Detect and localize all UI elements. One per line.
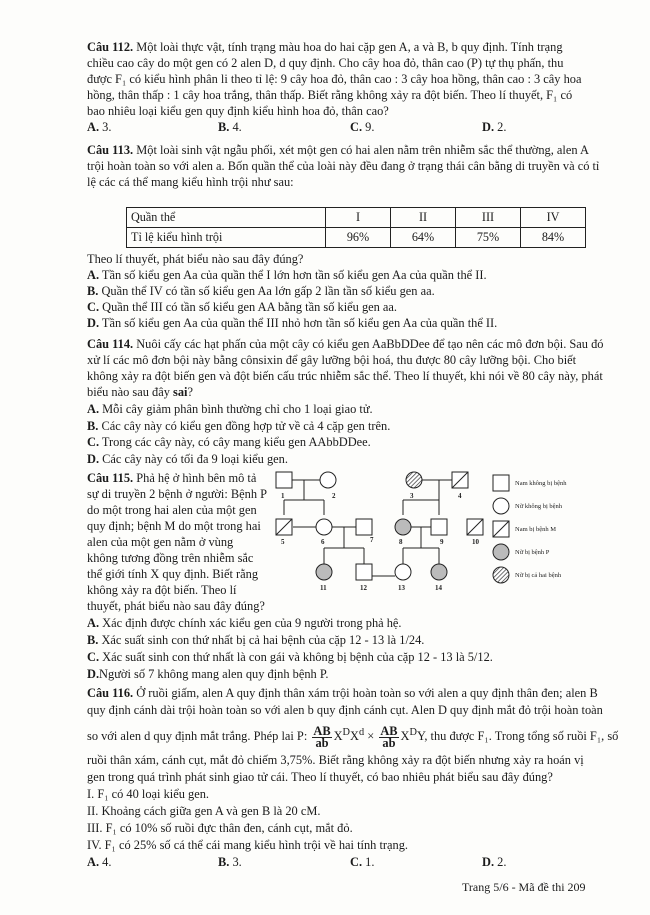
fraction-numerator: AB (313, 723, 331, 738)
table-cell: I (326, 208, 391, 228)
pedigree-label-4: 4 (458, 492, 462, 500)
q112-option-b (218, 119, 242, 135)
q114-option-b (87, 418, 390, 434)
option-label: C. (350, 855, 363, 869)
option-text: 3. (99, 120, 112, 134)
cross-symbol: × (364, 729, 378, 744)
table-header-row (127, 208, 586, 228)
allele-sup: D (342, 727, 351, 738)
q116-option-b (218, 854, 242, 870)
legend-label: Nữ không bị bệnh (515, 503, 563, 510)
pedigree-label-5: 5 (281, 538, 285, 546)
pedigree-individual-6 (316, 519, 332, 535)
q114-emphasis: sai (173, 385, 188, 399)
chromosome-y: Y (416, 729, 425, 744)
q116-cross-prefix: so với alen d quy định mắt trắng. Phép lai P: (87, 729, 311, 744)
pedigree-individual-13 (395, 564, 411, 580)
chromosome-x: X (400, 729, 410, 744)
option-text: 3. (229, 855, 242, 869)
male-disease-m-icon (492, 520, 510, 538)
q116-option-d (482, 854, 506, 870)
q114-line-4 (87, 384, 193, 400)
q113-line-3: lệ các cá thể mang kiểu hình trội như sau: (87, 175, 294, 189)
option-label: D. (482, 855, 495, 869)
legend-label: Nam không bị bệnh (515, 480, 567, 487)
option-label: D. (87, 667, 100, 681)
legend-item (492, 520, 632, 544)
option-label: A. (87, 855, 100, 869)
q113-option-b (87, 283, 435, 299)
pedigree-individual-9 (431, 519, 447, 535)
q116-number: Câu 116. (87, 686, 134, 700)
q113-option-c (87, 299, 397, 315)
option-label: B. (218, 855, 230, 869)
legend-item (492, 497, 632, 521)
population-table (126, 207, 586, 248)
q112-number: Câu 112. (87, 40, 134, 54)
option-label: D. (87, 452, 100, 466)
option-label: A. (87, 120, 100, 134)
pedigree-individual-1 (276, 472, 292, 488)
table-cell: 84% (521, 228, 586, 248)
option-label: A. (87, 616, 100, 630)
q115-line-2: sự di truyền 2 bệnh ở người: Bệnh P (87, 487, 268, 501)
pedigree-label-6: 6 (321, 538, 325, 546)
q115-line-4: quy định; bệnh M do một trong hai (87, 519, 261, 533)
table-row (127, 228, 586, 248)
option-text: 9. (362, 120, 375, 134)
q112-line-5: bao nhiêu loại kiểu gen quy định kiểu hình hoa đỏ, thân cao? (87, 104, 389, 118)
q115-line-3: do một trong hai alen của một gen (87, 503, 257, 517)
q112-text-1: Một loài thực vật, tính trạng màu hoa do hai cặp gen A, a và B, b quy định. Tính trạng (133, 40, 563, 54)
q116-statement-2: II. Khoảng cách giữa gen A và gen B là 20 cM. (87, 804, 321, 818)
legend-item (492, 474, 632, 498)
legend-label: Nữ bị bệnh P (515, 549, 550, 556)
q115-text-1: Phả hệ ở hình bên mô tả (133, 471, 257, 485)
pedigree-label-1: 1 (281, 492, 285, 500)
option-text: Xác suất sinh con thứ nhất là con gái và không bị bệnh của cặp 12 - 13 là 5/12. (99, 650, 493, 664)
q116-statement-3: III. F₁ có 10% số ruồi đực thân đen, cánh cụt, mắt đỏ. (87, 821, 353, 835)
option-text: Các cây này có tối đa 9 loại kiểu gen. (99, 452, 288, 466)
option-text: Tần số kiểu gen Aa của quần thể I lớn hơn tần số kiểu gen Aa của quần thể II. (99, 268, 487, 282)
option-text: Các cây này có kiểu gen đồng hợp tử về cả 4 cặp gen trên. (98, 419, 391, 433)
q115-line-9: thuyết, phát biểu nào sau đây đúng? (87, 599, 265, 613)
legend-label: Nam bị bệnh M (515, 526, 556, 533)
allele-sup: d (358, 727, 365, 738)
q115-line-6: không tương đồng trên nhiễm sắc (87, 551, 254, 565)
q113-option-d (87, 315, 497, 331)
q113-line-1 (87, 142, 589, 158)
option-label: B. (87, 284, 99, 298)
q116-text-1: Ở ruồi giấm, alen A quy định thân xám trội hoàn toàn so với alen a quy định thân đen; alen B (133, 686, 598, 700)
option-label: A. (87, 268, 100, 282)
option-text: Mỗi cây giảm phân bình thường chỉ cho 1 loại giao tử. (99, 402, 373, 416)
q116-line-4: ruồi thân xám, cánh cụt, mắt đỏ chiếm 3,75%. Biết rằng không xảy ra đột biến nhưng xảy ra hoán vị (87, 753, 584, 767)
pedigree-individual-12 (356, 564, 372, 580)
q113-number: Câu 113. (87, 143, 134, 157)
q115-line-1 (87, 470, 256, 486)
q112-line-3: được F₁ có kiểu hình phân li theo tỉ lệ: 9 cây hoa đỏ, thân cao : 3 cây hoa hồng, thân cao : 3 cây hoa (87, 72, 582, 86)
q115-line-5: alen của một gen nằm ở vùng (87, 535, 234, 549)
q113-line-2: trội hoàn toàn so với alen a. Bốn quần thể của loài này đều đang ở trạng thái cân bằng di truyền và có tỉ (87, 159, 600, 173)
q114-line-2: xử lí các mô đơn bội này bằng cônsixin để gây lưỡng bội hoá, thu được 80 cây lưỡng bội. Cho biết (87, 353, 577, 367)
pedigree-label-3: 3 (410, 492, 414, 500)
table-cell: Quần thể (127, 208, 326, 228)
option-text: 1. (362, 855, 375, 869)
option-text: Trong các cây này, có cây mang kiểu gen AAbbDDee. (99, 435, 371, 449)
q116-line-1 (87, 685, 598, 701)
option-label: C. (350, 120, 363, 134)
option-label: D. (482, 120, 495, 134)
option-label: D. (87, 316, 100, 330)
q113-prompt: Theo lí thuyết, phát biểu nào sau đây đúng? (87, 252, 304, 266)
option-label: B. (87, 633, 99, 647)
pedigree-label-14: 14 (435, 584, 442, 592)
option-text: 4. (229, 120, 242, 134)
female-both-icon (492, 566, 510, 584)
table-cell: IV (521, 208, 586, 228)
q116-statement-1: I. F₁ có 40 loại kiểu gen. (87, 787, 210, 801)
table-cell: 64% (391, 228, 456, 248)
pedigree-individual-11 (316, 564, 332, 580)
q115-option-d (87, 666, 328, 682)
option-label: C. (87, 650, 100, 664)
option-text: 4. (99, 855, 112, 869)
table-cell: 96% (326, 228, 391, 248)
pedigree-label-10: 10 (472, 538, 479, 546)
q116-option-c (350, 854, 374, 870)
q115-number: Câu 115. (87, 471, 134, 485)
pedigree-label-8: 8 (399, 538, 403, 546)
female-unaffected-icon (492, 497, 510, 515)
q115-option-b (87, 632, 424, 648)
option-text: Tần số kiểu gen Aa của quần thể III nhỏ hơn tần số kiểu gen Aa của quần thể II. (99, 316, 498, 330)
q112-option-d (482, 119, 506, 135)
pedigree-individual-14 (431, 564, 447, 580)
option-label: A. (87, 402, 100, 416)
pedigree-diagram (270, 466, 488, 598)
option-label: C. (87, 435, 100, 449)
option-label: C. (87, 300, 100, 314)
genotype-fraction (312, 723, 331, 750)
option-label: B. (218, 120, 230, 134)
legend-item (492, 566, 632, 590)
legend-label: Nữ bị cả hai bệnh (515, 572, 562, 579)
q112-option-c (350, 119, 374, 135)
q115-option-a (87, 615, 402, 631)
q115-line-8: không xảy ra đột biến. Theo lí (87, 583, 237, 597)
q116-cross-line (87, 718, 618, 751)
option-text: 2. (494, 855, 507, 869)
pedigree-individual-7 (356, 519, 372, 535)
table-cell: II (391, 208, 456, 228)
allele-sup: D (409, 727, 417, 738)
q113-text-1: Một loài sinh vật ngẫu phối, xét một gen có hai alen nằm trên nhiễm sắc thể thường, alen A (133, 143, 589, 157)
q112-line-1 (87, 39, 563, 55)
q115-line-7: thể giới tính X quy định. Biết rằng (87, 567, 259, 581)
q115-option-c (87, 649, 493, 665)
q114-text-4: biểu nào sau đây (87, 385, 174, 399)
option-text: 2. (494, 120, 507, 134)
pedigree-individual-2 (320, 472, 336, 488)
table-cell: 75% (456, 228, 521, 248)
q114-option-c (87, 434, 371, 450)
option-text: Người số 7 không mang alen quy định bệnh P. (99, 667, 329, 681)
q114-line-3: không xảy ra đột biến gen và đột biến cấu trúc nhiễm sắc thể. Theo lí thuyết, khi nói về 80 cây này, phát (87, 369, 603, 383)
pedigree-individual-8 (395, 519, 411, 535)
legend-item (492, 543, 632, 567)
q112-line-4: hồng, thân thấp : 1 cây hoa trắng, thân thấp. Biết rằng không xảy ra đột biến. Theo lí thuyết, F₁ có (87, 88, 573, 102)
q116-statement-4: IV. F₁ có 25% số cá thể cái mang kiểu hình trội về hai tính trạng. (87, 838, 409, 852)
male-unaffected-icon (492, 474, 510, 492)
table-cell: III (456, 208, 521, 228)
q114-option-d (87, 451, 288, 467)
option-text: Quần thể IV có tần số kiểu gen Aa lớn gấp 2 lần tần số kiểu gen aa. (98, 284, 435, 298)
option-label: B. (87, 419, 99, 433)
page-footer: Trang 5/6 - Mã đề thi 209 (462, 880, 586, 894)
female-disease-p-icon (492, 543, 510, 561)
genotype-fraction (379, 723, 398, 750)
q112-line-2: chiều cao cây do một gen có 2 alen D, d quy định. Cho cây hoa đỏ, thân cao (P) tự thụ phấn, thu (87, 56, 564, 70)
pedigree-label-2: 2 (332, 492, 336, 500)
fraction-denominator: ab (315, 735, 329, 750)
q112-option-a (87, 119, 111, 135)
q113-option-a (87, 267, 487, 283)
fraction-numerator: AB (380, 723, 398, 738)
q114-line-1 (87, 336, 604, 352)
q114-number: Câu 114. (87, 337, 134, 351)
fraction-denominator: ab (382, 735, 396, 750)
q114-text-1: Nuôi cấy các hạt phấn của một cây có kiểu gen AaBbDDee để tạo nên các mô đơn bội. Sau đó (133, 337, 604, 351)
pedigree-label-13: 13 (398, 584, 405, 592)
chromosome-x: X (333, 729, 343, 744)
option-text: Quần thể III có tần số kiểu gen AA bằng tần số kiểu gen aa. (99, 300, 398, 314)
q116-line-2: quy định cánh dài trội hoàn toàn so với alen b quy định cánh cụt. Alen D quy định mắt đỏ trội hoàn toàn (87, 703, 603, 717)
pedigree-label-9: 9 (440, 538, 444, 546)
q116-option-a (87, 854, 111, 870)
pedigree-individual-3 (406, 472, 422, 488)
pedigree-label-11: 11 (320, 584, 327, 592)
table-cell: Tỉ lệ kiểu hình trội (127, 228, 326, 248)
pedigree-label-12: 12 (360, 584, 367, 592)
q114-option-a (87, 401, 373, 417)
q116-cross-suffix: , thu được F₁. Trong tổng số ruồi F₁, số (424, 729, 619, 744)
q114-text-4-end: ? (187, 385, 193, 399)
q116-line-5: gen trong quá trình phát sinh giao tử cái. Theo lí thuyết, có bao nhiêu phát biểu sau đây đúng? (87, 770, 553, 784)
pedigree-label-7: 7 (370, 536, 374, 544)
option-text: Xác suất sinh con thứ nhất bị cả hai bệnh của cặp 12 - 13 là 1/24. (98, 633, 425, 647)
chromosome-x: X (350, 729, 359, 744)
option-text: Xác định được chính xác kiểu gen của 9 người trong phả hệ. (99, 616, 402, 630)
